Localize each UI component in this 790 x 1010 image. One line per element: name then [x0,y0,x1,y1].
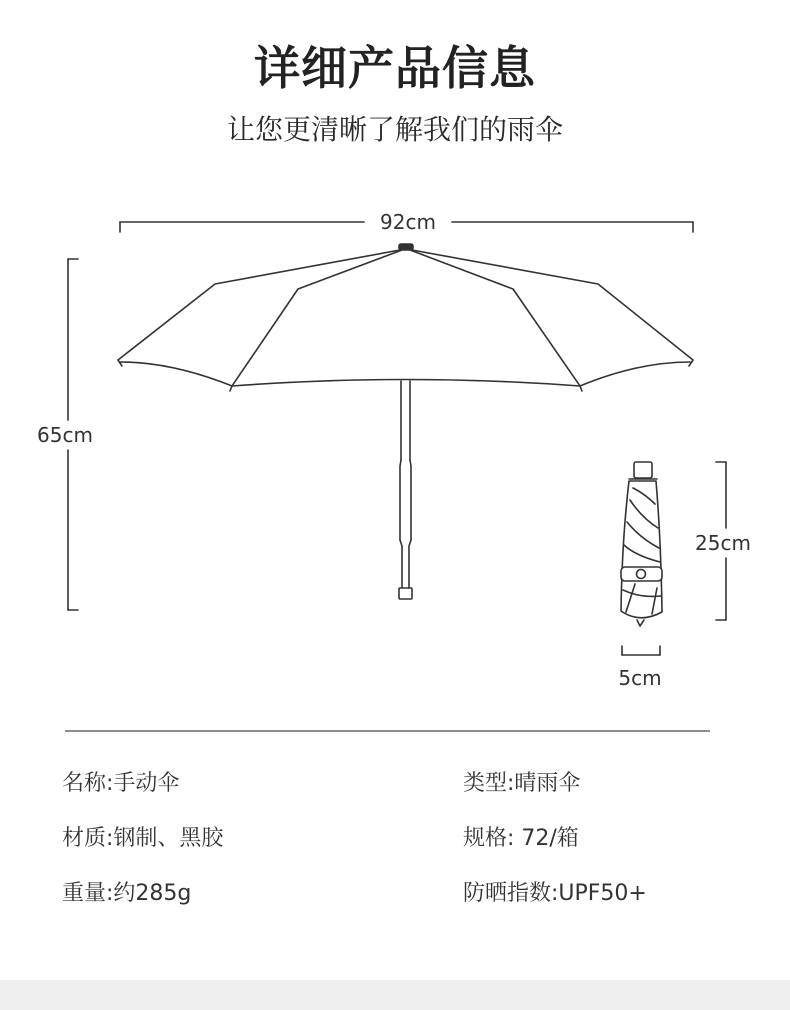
section-divider [65,730,710,732]
spec-item: 材质:钢制、黑胶 [62,826,224,851]
canopy-edge [232,380,580,387]
folded-umbrella-cap [634,462,652,478]
canopy-edge [580,362,690,386]
page-title: 详细产品信息 [254,41,536,95]
page-subtitle: 让您更清晰了解我们的雨伞 [226,113,563,146]
spec-item: 类型:晴雨伞 [463,771,581,796]
open-height-label: 65cm [37,423,93,447]
umbrella-shaft [399,381,412,599]
umbrella-rib [232,250,402,386]
strap-button [637,570,646,579]
folded-width-label: 5cm [618,666,662,690]
umbrella-rib [410,250,580,386]
folded-width-dimension-line [622,646,660,655]
footer-band [0,980,790,1010]
spec-item: 名称:手动伞 [62,771,180,796]
spec-item: 重量:约285g [62,881,192,906]
folded-length-label: 25cm [695,531,751,555]
open-umbrella-illustration [118,244,693,599]
folded-umbrella-illustration [621,462,662,626]
umbrella-handle [399,588,412,599]
spec-item: 防晒指数:UPF50+ [463,881,647,906]
umbrella-top-tip [399,244,413,250]
spec-item: 规格: 72/箱 [463,826,579,851]
open-width-label: 92cm [380,210,436,234]
canopy-edge [120,362,232,386]
